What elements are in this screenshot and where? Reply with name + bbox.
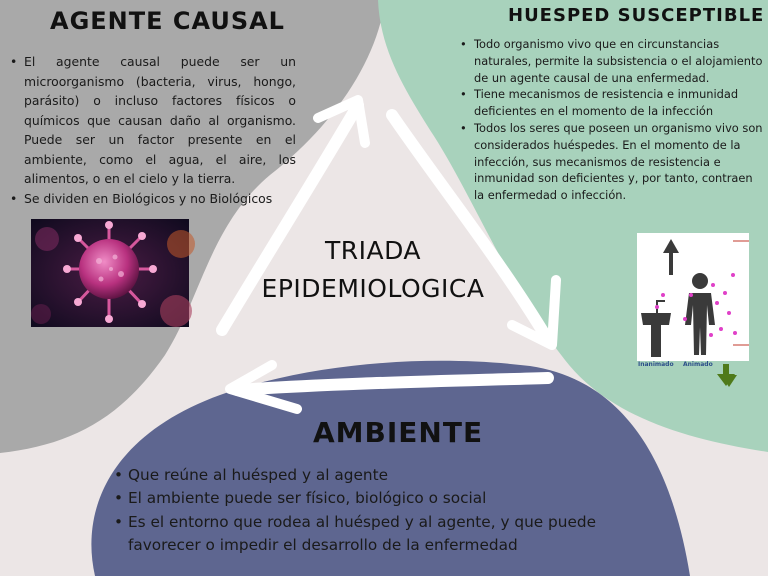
- person-icon: [685, 273, 715, 355]
- host-illustration: [637, 233, 749, 368]
- agente-causal-list: [8, 52, 296, 208]
- ambiente-bullet: • Es el entorno que rodea al huésped y al agente, y que puede favorecer o impedir el desarrollo de la enfermedad: [128, 511, 628, 558]
- huesped-bullet: • Todos los seres que poseen un organismo vivo son considerados huéspedes. En el momento de la infección, sus mecanismos de resistencia e inmunidad son deficientes y, por tanto, contraen la enfermedad o infección.: [474, 120, 764, 204]
- ambiente-title: AMBIENTE: [313, 416, 484, 449]
- huesped-list: [458, 36, 764, 204]
- huesped-bullet: • Todo organismo vivo que en circunstancias naturales, permite la subsistencia o el alojamiento de un agente causal de una enfermedad.: [474, 36, 764, 86]
- virus-image: [31, 219, 189, 327]
- arrow-up-icon: [663, 239, 679, 275]
- huesped-susceptible-title: HUESPED SUSCEPTIBLE: [508, 5, 765, 26]
- agente-causal-title: AGENTE CAUSAL: [50, 7, 285, 35]
- triada-title-line2: EPIDEMIOLOGICA: [261, 274, 485, 303]
- agente-bullet: • El agente causal puede ser un microorganismo (bacteria, virus, hongo, parásito) o incluso factores físicos o químicos que causan daño al organismo. Puede ser un factor presente en el ambiente, como el agua, el aire, los alimentos, o en el cielo y la tierra.: [24, 52, 296, 189]
- agente-bullet: • Se dividen en Biológicos y no Biológicos: [24, 189, 296, 209]
- sink-icon: [641, 301, 671, 357]
- arrow-down-icon: [716, 364, 736, 388]
- arrow-bottom-side: [237, 378, 548, 390]
- inanimado-label: Inanimado: [638, 361, 674, 368]
- animado-label: Animado: [683, 361, 713, 368]
- huesped-bullet: • Tiene mecanismos de resistencia e inmunidad deficientes en el momento de la infección: [474, 86, 764, 120]
- ambiente-bullet: • El ambiente puede ser físico, biológico o social: [128, 487, 628, 510]
- ambiente-bullet: • Que reúne al huésped y al agente: [128, 464, 628, 487]
- triada-title: [256, 232, 490, 308]
- triada-title-line1: TRIADA: [324, 236, 422, 265]
- ambiente-list: [112, 464, 628, 558]
